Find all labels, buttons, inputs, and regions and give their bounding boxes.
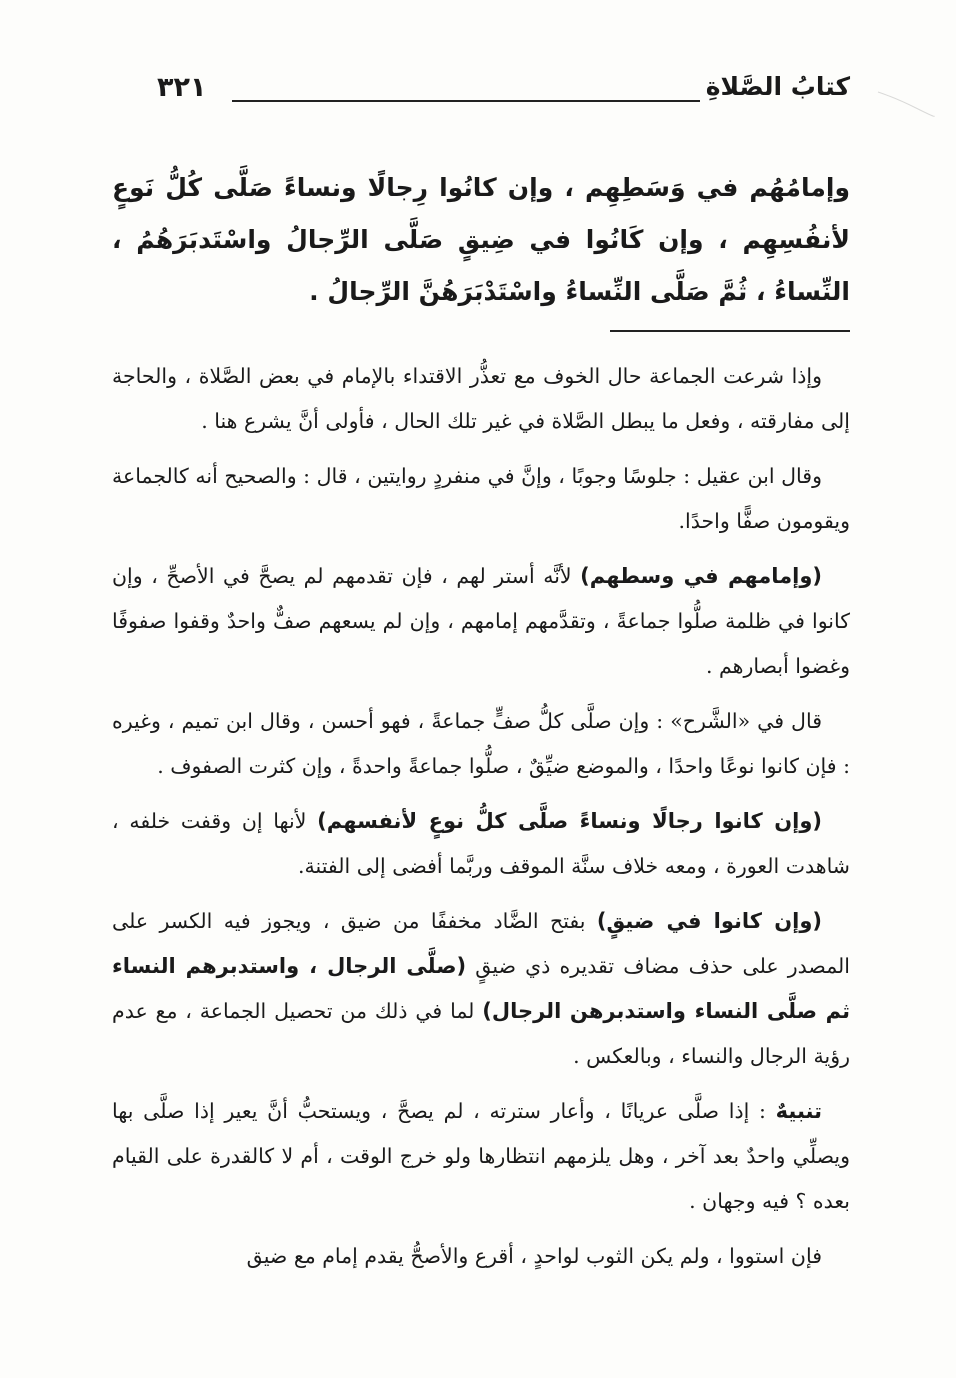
bold-quote: (وإن كانوا رجالًا ونساءً صلَّى كلُّ نوعٍ لأنفسهم)	[317, 809, 823, 833]
paragraph	[112, 699, 850, 789]
paragraph-text: لأنَّه أستر لهم ، فإن تقدمهم لم يصحَّ في الأصحِّ ، وإن كانوا في ظلمة صلُّوا جماعةً ، وتقدَّمهم إمامهم ، وإن لم يسعهم صفٌّ واحدٌ وقفوا صفوفًا وغضوا أبصارهم .	[112, 564, 850, 678]
paragraph-text: بفتح الضَّاد مخففًا من ضيق ، ويجوز فيه الكسر على المصدر على حذف مضاف تقديره ذي ضيقٍ	[112, 909, 851, 978]
paragraph	[112, 1089, 850, 1224]
paragraph-text: لما في ذلك من تحصيل الجماعة ، مع عدم رؤية الرجال والنساء ، وبالعكس .	[112, 999, 850, 1068]
paragraph	[112, 899, 850, 1079]
paragraph	[112, 554, 850, 689]
main-text: وإمامُهُم في وَسَطِهِم ، وإن كانُوا رِجالًا ونساءً صَلَّى كُلُّ نَوعٍ لأنفُسِهِم ، وإن كَانُوا في ضِيقٍ صَلَّى الرِّجالُ واسْتَدبَرَهُمُ ، النِّساءُ ، ثُمَّ صَلَّى النِّساءُ واسْتَدْبَرَهُنَّ الرِّجالُ .	[112, 173, 850, 306]
bold-quote: (وإمامهم في وسطهم)	[580, 564, 823, 588]
bold-quote: (صلَّى الرجال ، واستدبرهم النساء ثم صلَّى النساء واستدبرهن الرجال)	[112, 954, 850, 1023]
book-page	[112, 70, 850, 1289]
paragraph	[112, 799, 850, 889]
header-rule	[232, 100, 700, 102]
bold-quote: (وإن كانوا في ضيقٍ)	[596, 909, 822, 933]
commentary	[112, 354, 850, 1279]
paragraph	[112, 1234, 850, 1279]
paragraph-text: لأنها إن وقفت خلفه ، شاهدت العورة ، ومعه خلاف سنَّة الموقف وربَّما أفضى إلى الفتنة.	[112, 809, 850, 878]
separator-rule	[610, 330, 850, 332]
chapter-title: كتابُ الصَّلاةِ	[705, 72, 850, 101]
paragraph-text: وإذا شرعت الجماعة حال الخوف مع تعذُّر الاقتداء بالإمام في بعض الصَّلاة ، والحاجة إلى مفارقته ، وفعل ما يبطل الصَّلاة في غير تلك الحال ، فأولى أنَّ يشرع هنا .	[112, 364, 850, 433]
running-header	[112, 70, 850, 122]
paragraph-text: قال في «الشَّرح» : وإن صلَّى كلُّ صفٍّ جماعةً ، فهو أحسن ، وقال ابن تميم ، وغيره : فإن كانوا نوعًا واحدًا ، والموضع ضيِّقٌ ، صلُّوا جماعةً واحدةً ، وإن كثرت الصفوف .	[112, 709, 850, 778]
paragraph	[112, 454, 850, 544]
bold-note-label: تنبيهٌ	[775, 1099, 822, 1123]
page-number: ٣٢١	[157, 72, 207, 103]
paragraph-text: : إذا صلَّى عريانًا ، وأعار سترته ، لم يصحَّ ، ويستحبُّ أنَّ يعير إذا صلَّى بها ويصلِّي واحدٌ بعد آخر ، وهل يلزمهم انتظارها ولو خرج الوقت ، أم لا كالقدرة على القيام بعده ؟ فيه وجهان .	[112, 1099, 850, 1213]
paragraph	[112, 354, 850, 444]
paragraph-text: فإن استووا ، ولم يكن الثوب لواحدٍ ، أقرع والأصحُّ يقدم إمام مع ضيق	[246, 1244, 822, 1268]
paragraph-text: وقال ابن عقيل : جلوسًا وجوبًا ، وإنَّ في منفردٍ روايتين ، قال : والصحيح أنه كالجماعة ويقومون صفًّا واحدًا.	[112, 464, 850, 533]
scan-speck-mark	[876, 88, 936, 118]
